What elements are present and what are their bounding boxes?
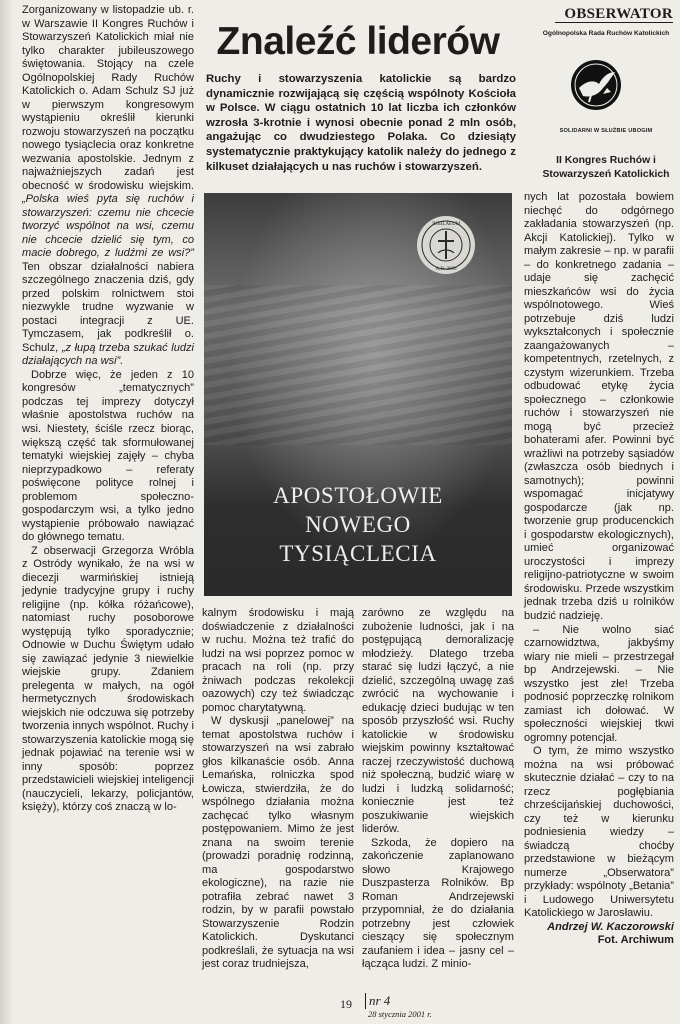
quote-villagers: „Polska wieś pyta się ruchów i stowarzyszeń: czemu nie chcecie tworzyć wspólnot na wsi, czemu nie chcecie dzielić się tym, co macie dobrego, z ludźmi ze wsi?” bbox=[22, 193, 194, 260]
svg-text:JUBILAEUM: JUBILAEUM bbox=[431, 222, 461, 227]
masthead: OBSERWATOR bbox=[555, 6, 673, 23]
cover-title-line: TYSIĄCLECIA bbox=[279, 541, 437, 566]
organization-name: Ogólnopolska Rada Ruchów Katolickich bbox=[542, 30, 670, 37]
article-column-1 bbox=[22, 4, 194, 1016]
paragraph-warning: – Nie wolno siać czarnowidztwa, jakbyśmy wiary nie mieli – przestrzegał bp Andrzejewski. – Nie wszystko jest złe! Trzeba podnosić poprzeczkę rolnikom zamiast ich dołować. W społeczności wiejskiej tkwi ogromny potencjał. bbox=[524, 623, 674, 744]
paragraph-trust: nych lat pozostała bowiem niechęć do odgórnego zakładania stowarzyszeń (np. Akcji Katolickiej). Tylko w małym zakresie – np. w parafii – do konkretnego zadania – udaje się zachęcić mieszkańców wsi do życia wspólnotowego. Wieś potrzebuje dziś ludzi wykształconych i społecznie zaangażowanych – kompetentnych, rzetelnych, z czystym wizerunkiem. Trzeba odbudować etykę życia społecznego – członkowie ruchów i stowarzyszeń nie mogą być przecież bohaterami afer. Powinni być wrażliwi na potrzeby sąsiadów (zwłaszcza osób biednych i samotnych); powinni wspomagać inicjatywy gospodarcze (jak np. tworzenie grup producenckich i gospodarstw ekologicznych), umieć organizować uroczystości i imprezy religijno-patriotyczne w swoim środowisku. Przede wszystkim jednak trzeba dziś u rolników budzić nadzieję. bbox=[524, 191, 674, 622]
headline: Znaleźć liderów bbox=[216, 20, 500, 63]
quote-schulz: „z łupą trzeba szukać ludzi działających na wsi”. bbox=[22, 341, 195, 368]
paragraph-help: kalnym środowisku i mają doświadczenie z działalności w ruchu. Można też trafić do ludzi na wsi poprzez pomoc w pracach na roli (np. przy żniwach podczas rekolekcji oazowych) czy też świadcząc pomoc charytatywną. bbox=[202, 607, 354, 714]
photo-texture bbox=[204, 285, 512, 445]
issue-date: 28 stycznia 2001 r. bbox=[368, 1009, 432, 1019]
paragraph-youth: zarówno ze względu na zubożenie ludności, jak i na postępującą demoralizację młodzieży. Dlatego trzeba starać się ludzi łączyć, a nie dzielić, szczególną uwagę zaś zwrócić na wychowanie i edukację dzieci budując w ten sposób przyszłość wsi. Ruchy katolickie w środowisku wiejskim powinny kształtować raczej rzeczywistość duchową niż społeczną, budzić wiarę w ludzi i ludzką solidarność; koniecznie jest też poszukiwanie wiejskich liderów. bbox=[362, 607, 514, 836]
paragraph-wrobel: Z obserwacji Grzegorza Wróbla z Ostródy wynikało, że na wsi w diecezji warmińskiej istnieją jedynie tradycyjne grupy i ruchy religijne (np. kółka różańcowe), natomiast ruchy posoborowe występują tylko sporadycznie; Odnowie w Duchu Świętym udało się zawiązać jedynie 3 niewielkie wiejskie grupy. Zdaniem prelegenta w małych, na ogół hermetycznych środowiskach wiejskich nie odczuwa się potrzeby tworzenia innych wspólnot. Ruchy i stowarzyszenia katolickie mogą się jednak pojawiać na terenie wsi w inny sposób: poprzez przedstawicieli wiejskiej inteligencji (nauczycieli, lekarzy, policjantów, księży), którzy coś znaczą w lo- bbox=[22, 544, 194, 814]
paragraph-congresses: Dobrze więc, że jeden z 10 kongresów „tematycznych” podczas tej imprezy dotyczył właśnie apostolstwa ruchów na wsi. Niestety, ściśle rzecz biorąc, większą część tak sformułowanej tematyki wiejskiej zajęły – chyba nieprzypadkowo – referaty poświęcone polityce rolnej i problemom społeczno-gospodarczym wsi, a tylko jedno wystąpienie próbowało nawiązać do głównego tematu. bbox=[22, 368, 194, 544]
author-signature: Andrzej W. Kaczorowski bbox=[547, 920, 674, 933]
issue-number: nr 4 bbox=[365, 993, 390, 1009]
paragraph-bishop: Szkoda, że dopiero na zakończenie zaplanowano słowo Krajowego Duszpasterza Rolników. Bp Roman Andrzejewski przypomniał, że do działania potrzebny jest człowiek cieszący się społecznym zaufaniem i idea – jasny cel – łącząca ludzi. Z minio- bbox=[362, 836, 514, 971]
paragraph-conclusion: O tym, że mimo wszystko można na wsi próbować skutecznie działać – czy to na rzecz pogłębiania chrześcijańskiej duchowości, czy też w kierunku podniesienia wiedzy – świadczą choćby przedstawione w bieżącym numerze „Obserwatora” przykłady: wspólnoty „Betania” i Ludowego Uniwersytetu Katolickiego w Jarosławiu. bbox=[524, 745, 674, 920]
lead-paragraph: Ruchy i stowarzyszenia katolickie są bardzo dynamicznie rozwijającą się częścią wspólnoty Kościoła w Polsce. W ciągu ostatnich 10 lat liczba ich członków wzrosła 3-krotnie i wynosi obecnie ponad 2 mln osób, angażując co dwudziestego Polaka. Co dziesiąty systematycznie praktykujący katolik należy do jednego z kilkuset działających u nas ruchów i stowarzyszeń. bbox=[206, 73, 516, 173]
article-column-2 bbox=[202, 607, 354, 1009]
svg-text:A.D. 2000: A.D. 2000 bbox=[435, 267, 457, 272]
cover-title-line: NOWEGO bbox=[305, 512, 411, 537]
article-column-4 bbox=[524, 191, 674, 947]
organization-motto: SOLIDARNI W SŁUŻBIE UBOGIM bbox=[559, 128, 653, 134]
dove-logo-icon bbox=[569, 58, 623, 112]
page-number: 19 bbox=[340, 997, 352, 1011]
cover-title bbox=[204, 481, 512, 568]
paragraph-intro: Zorganizowany w listopadzie ub. r. w Warszawie II Kongres Ruchów i Stowarzyszeń Katolickich miał nie tylko charakter jubileuszowego świętowania. Stojący na czele Ogólnopolskiej Rady Ruchów Katolickich o. Adam Schulz SJ już w pierwszym kongresowym wystąpieniu określił kierunki rozwoju stowarzyszeń na początku nowego tysiąclecia oraz konkretne wezwania apostolskie. Jednym z najważniejszych zadań jest obecność w środowisku wiejskim. „Polska wieś pyta się ruchów i stowarzyszeń: czemu nie chcecie tworzyć wspólnot na wsi, czemu nie chcecie dzielić się tym, co macie dobrego, z ludźmi ze wsi?” Ten obszar działalności nabiera szczególnego znaczenia dziś, gdy przed polskim rolnictwem stoi niezwykle trudne wyzwanie w postaci integracji z UE. Tymczasem, jak podkreślił o. Schulz, „z łupą trzeba szukać ludzi działających na wsi”. bbox=[22, 4, 195, 368]
photo-credit: Fot. Archiwum bbox=[597, 934, 674, 947]
paragraph-panel: W dyskusji „panelowej” na temat apostolstwa ruchów i stowarzyszeń na wsi zabrało głos kilkanaście osób. Anna Lemańska, rolniczka spod Łowicza, stwierdziła, że do wspólnego działania można zachęcać tylko własnym postępowaniem. Mimo że jest znana na swoim terenie (prowadzi poradnię rodzinną, ma gospodarstwo ekologiczne), na razie nie potrafiła zebrać nawet 3 rodzin, by w parafii powstało Stowarzyszenie Rodzin Katolickich. Dyskutanci podkreślali, że sytuacja na wsi jest coraz trudniejsza, bbox=[202, 715, 354, 971]
article-column-3 bbox=[362, 607, 514, 1009]
cover-title-line: APOSTOŁOWIE bbox=[273, 483, 443, 508]
jubilee-seal-icon bbox=[416, 215, 476, 275]
paper-edge-shadow bbox=[0, 0, 14, 1024]
congress-caption: II Kongres Ruchów i Stowarzyszeń Katolickich bbox=[542, 155, 670, 180]
cover-photo bbox=[204, 193, 512, 596]
